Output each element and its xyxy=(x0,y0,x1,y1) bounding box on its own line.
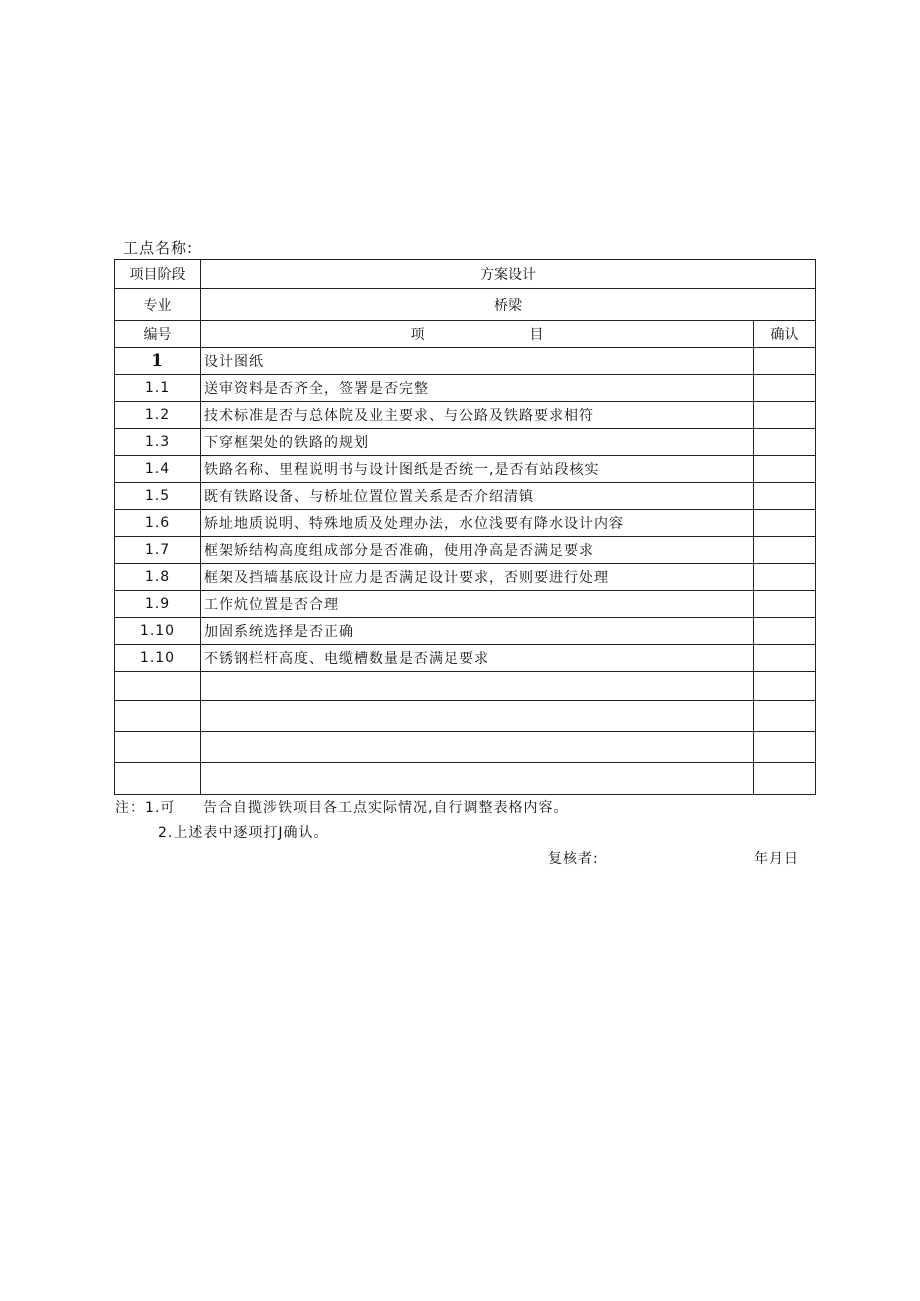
empty-row xyxy=(115,672,816,701)
empty-item-cell xyxy=(201,732,754,763)
col-number-header: 编号 xyxy=(115,321,201,348)
reviewer-label: 复核者: xyxy=(548,851,599,867)
confirm-cell[interactable] xyxy=(754,591,816,618)
col-item-char-1: 项 xyxy=(410,327,425,343)
row-number: 1.6 xyxy=(115,510,201,537)
row-number: 1.4 xyxy=(115,456,201,483)
empty-item-cell xyxy=(201,672,754,701)
empty-number-cell xyxy=(115,732,201,763)
specialty-label: 专业 xyxy=(115,289,201,321)
row-number: 1.7 xyxy=(115,537,201,564)
table-row xyxy=(115,375,816,402)
empty-number-cell xyxy=(115,763,201,795)
row-item: 既有铁路设备、与桥址位置位置关系是否介绍清镇 xyxy=(201,483,754,510)
col-item-char-2: 目 xyxy=(529,327,544,343)
confirm-cell[interactable] xyxy=(754,645,816,672)
row-item: 框架及挡墙基底设计应力是否满足设计要求，否则要进行处理 xyxy=(201,564,754,591)
confirm-cell[interactable] xyxy=(754,732,816,763)
row-item: 不锈钢栏杆高度、电缆槽数量是否满足要求 xyxy=(201,645,754,672)
empty-row xyxy=(115,763,816,795)
row-number: 1.8 xyxy=(115,564,201,591)
stage-value: 方案设计 xyxy=(201,260,816,289)
confirm-cell[interactable] xyxy=(754,402,816,429)
empty-number-cell xyxy=(115,672,201,701)
confirm-cell[interactable] xyxy=(754,483,816,510)
table-row xyxy=(115,510,816,537)
table-row xyxy=(115,618,816,645)
note-line-2: 2.上述表中逐项打J确认。 xyxy=(158,825,329,841)
note-label: 注：1.可 xyxy=(115,800,176,816)
row-item: 技术标准是否与总体院及业主要求、与公路及铁路要求相符 xyxy=(201,402,754,429)
table-row xyxy=(115,645,816,672)
confirm-cell[interactable] xyxy=(754,701,816,732)
stage-row xyxy=(115,260,816,289)
confirm-cell[interactable] xyxy=(754,672,816,701)
table-row xyxy=(115,483,816,510)
confirm-cell[interactable] xyxy=(754,348,816,375)
empty-row xyxy=(115,701,816,732)
row-number: 1.5 xyxy=(115,483,201,510)
row-number: 1.3 xyxy=(115,429,201,456)
row-item: 下穿框架处的铁路的规划 xyxy=(201,429,754,456)
checklist-table xyxy=(114,259,816,795)
empty-item-cell xyxy=(201,701,754,732)
table-row xyxy=(115,456,816,483)
empty-number-cell xyxy=(115,701,201,732)
row-item: 加固系统选择是否正确 xyxy=(201,618,754,645)
specialty-row xyxy=(115,289,816,321)
row-number: 1.10 xyxy=(115,645,201,672)
row-number: 1.10 xyxy=(115,618,201,645)
row-number: 1.2 xyxy=(115,402,201,429)
empty-row xyxy=(115,732,816,763)
note-line-1: 告合自揽涉铁项目各工点实际情况,自行调整表格内容。 xyxy=(203,800,569,816)
stage-label: 项目阶段 xyxy=(115,260,201,289)
column-header-row xyxy=(115,321,816,348)
row-item: 框架矫结构高度组成部分是否准确，使用净高是否满足要求 xyxy=(201,537,754,564)
confirm-cell[interactable] xyxy=(754,456,816,483)
row-item: 矫址地质说明、特殊地质及处理办法，水位浅要有降水设计内容 xyxy=(201,510,754,537)
site-name-label: 工点名称: xyxy=(123,239,194,257)
table-row xyxy=(115,348,816,375)
confirm-cell[interactable] xyxy=(754,618,816,645)
confirm-cell[interactable] xyxy=(754,763,816,795)
confirm-cell[interactable] xyxy=(754,564,816,591)
table-row xyxy=(115,402,816,429)
table-row xyxy=(115,429,816,456)
confirm-cell[interactable] xyxy=(754,429,816,456)
date-label: 年月日 xyxy=(754,851,799,867)
col-item-header xyxy=(201,321,754,348)
specialty-value: 桥梁 xyxy=(201,289,816,321)
row-number: 1.9 xyxy=(115,591,201,618)
row-number: 1.1 xyxy=(115,375,201,402)
row-number: 1 xyxy=(115,348,201,375)
table-row xyxy=(115,537,816,564)
table-row xyxy=(115,564,816,591)
row-item: 设计图纸 xyxy=(201,348,754,375)
table-row xyxy=(115,591,816,618)
confirm-cell[interactable] xyxy=(754,537,816,564)
col-confirm-header: 确认 xyxy=(754,321,816,348)
row-item: 铁路名称、里程说明书与设计图纸是否统一,是否有站段核实 xyxy=(201,456,754,483)
confirm-cell[interactable] xyxy=(754,510,816,537)
empty-item-cell xyxy=(201,763,754,795)
confirm-cell[interactable] xyxy=(754,375,816,402)
row-item: 送审资料是否齐全，签署是否完整 xyxy=(201,375,754,402)
row-item: 工作炕位置是否合理 xyxy=(201,591,754,618)
